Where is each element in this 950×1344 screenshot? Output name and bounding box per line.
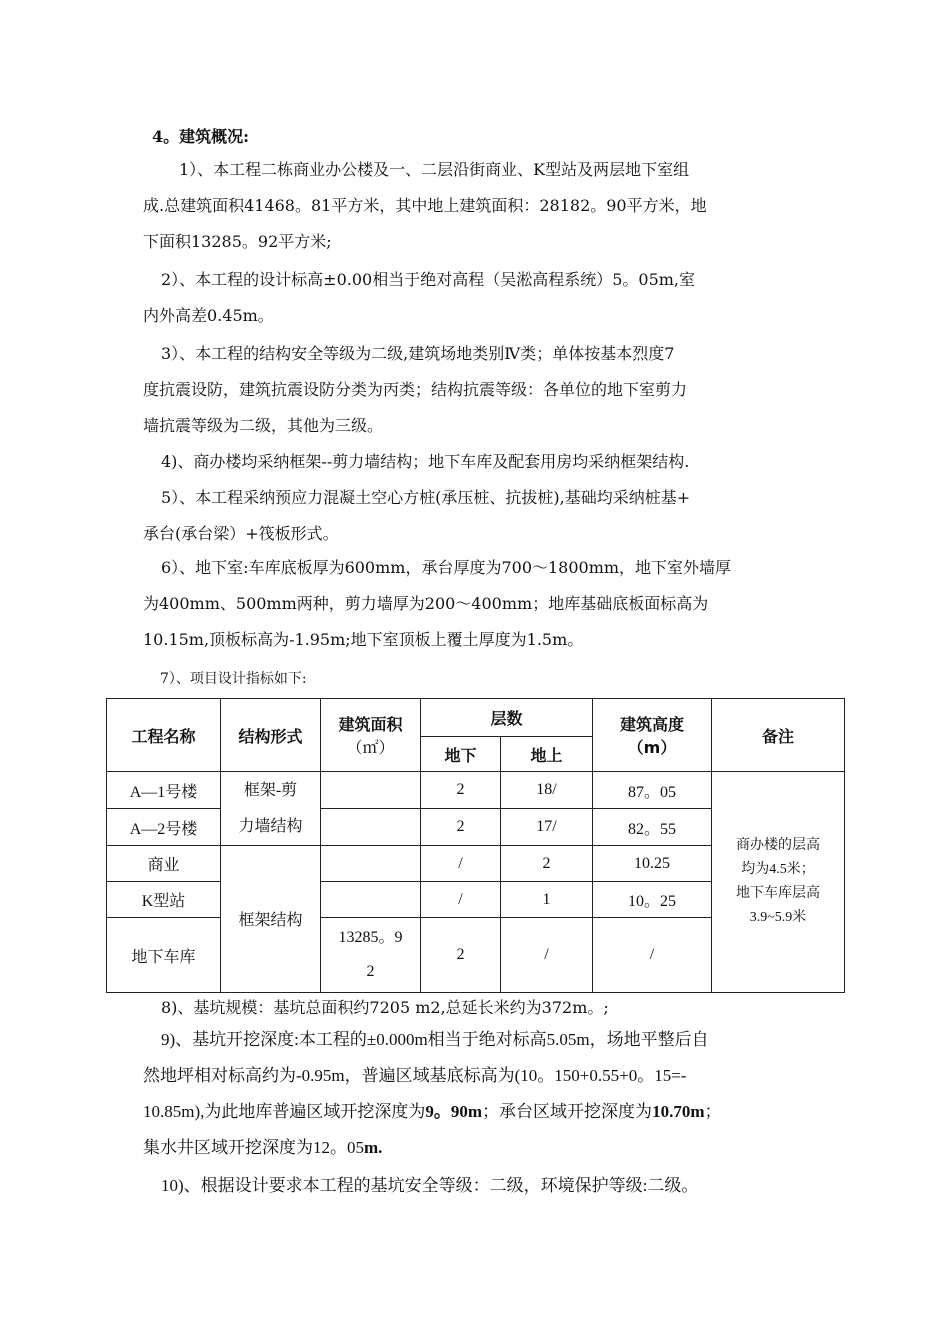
cell-below: 2 [421, 809, 501, 846]
text-line: 1）、本工程二栋商业办公楼及一、二层沿街商业、K型站及两层地下室组 [179, 160, 690, 179]
text-line: 成.总建筑面积41468。81平方米，其中地上建筑面积：28182。90平方米，地 [143, 196, 707, 215]
cell-structure-frame: 框架结构 [221, 845, 321, 992]
cell-below: 2 [421, 772, 501, 809]
paragraph-9 [143, 1022, 811, 1166]
cell-height: 87。05 [593, 772, 712, 809]
cell-height: 10。25 [593, 882, 712, 918]
text-line: 6）、地下室:车库底板厚为600mm，承台厚度为700～1800mm，地下室外墙厚 [161, 558, 732, 577]
cell-area [321, 809, 421, 846]
note-line: 地下车库层高 [736, 886, 821, 902]
header-height [593, 699, 712, 772]
text-line: 下面积13285。92平方米; [143, 232, 332, 251]
paragraph-2 [143, 262, 811, 334]
text-line: 10.15m,顶板标高为-1.95m;地下室顶板上覆土厚度为1.5m。 [143, 630, 584, 649]
cell-height: 10.25 [593, 845, 712, 881]
text-segment: 集水井区域开挖深度为12。05 [143, 1138, 364, 1157]
cell-above: 17/ [501, 809, 593, 846]
cell-name: K型站 [107, 882, 221, 918]
paragraph-5 [143, 480, 811, 552]
text-line: 2）、本工程的设计标高±0.00相当于绝对高程（吴淞高程系统）5。05m,室 [161, 270, 696, 289]
text-line: 为400mm、500mm两种，剪力墙厚为200～400mm；地库基础底板面标高为 [143, 594, 709, 613]
cell-area [321, 882, 421, 918]
cell-area [321, 845, 421, 881]
structure-line: 力墙结构 [238, 817, 303, 835]
text-line: 10)、根据设计要求本工程的基坑安全等级：二级，环境保护等级:二级。 [161, 1176, 699, 1195]
text-line: 承台(承台梁）+筏板形式。 [143, 524, 339, 543]
cell-structure-frame-shear-wall [221, 772, 321, 846]
cell-above: 2 [501, 845, 593, 881]
text-line: 8)、基坑规模：基坑总面积约7205 m2,总延长米约为372m。; [161, 998, 609, 1017]
text-line: 5）、本工程采纳预应力混凝土空心方桩(承压桩、抗拔桩),基础均采纳桩基+ [161, 488, 691, 507]
depth-unit: m. [364, 1138, 383, 1157]
paragraph-8 [143, 990, 811, 1026]
cell-name: 地下车库 [107, 918, 221, 993]
cell-name: A—1号楼 [107, 772, 221, 809]
text-line: 度抗震设防，建筑抗震设防分类为丙类；结构抗震等级：各单位的地下室剪力 [143, 380, 688, 399]
header-below-ground: 地下 [421, 737, 501, 772]
cell-name: A—2号楼 [107, 809, 221, 846]
design-index-table [106, 698, 845, 993]
paragraph-3 [143, 336, 811, 444]
cell-above: / [501, 918, 593, 993]
depth-general: 9。90m [425, 1102, 483, 1121]
header-structure: 结构形式 [221, 699, 321, 772]
header-above-ground: 地上 [501, 737, 593, 772]
text-line: 然地坪相对标高约为-0.95m，普遍区域基底标高为(10。150+0.55+0。15=- [143, 1066, 687, 1085]
depth-cap: 10.70m [652, 1102, 705, 1121]
header-project-name: 工程名称 [107, 699, 221, 772]
cell-name: 商业 [107, 845, 221, 881]
cell-below: / [421, 882, 501, 918]
header-area [321, 699, 421, 772]
header-height-label: 建筑高度 [620, 715, 685, 735]
text-line: 内外高差0.45m。 [143, 306, 274, 325]
text-line: 墙抗震等级为二级，其他为三级。 [143, 416, 384, 435]
paragraph-1 [143, 152, 811, 260]
cell-below: 2 [421, 918, 501, 993]
cell-area [321, 772, 421, 809]
cell-above: 18/ [501, 772, 593, 809]
text-line [143, 1094, 811, 1130]
text-segment: ； [704, 1102, 722, 1121]
text-line [143, 1130, 811, 1166]
area-line: 2 [366, 963, 375, 981]
cell-height: 82。55 [593, 809, 712, 846]
cell-below: / [421, 845, 501, 881]
text-line: 4)、商办楼均采纳框架--剪力墙结构；地下车库及配套用房均采纳框架结构. [161, 452, 690, 471]
text-line: 3）、本工程的结构安全等级为二级,建筑场地类别Ⅳ类；单体按基本烈度7 [161, 344, 675, 363]
text-line: 9)、基坑开挖深度:本工程的±0.000m相当于绝对标高5.05m，场地平整后自 [161, 1030, 709, 1049]
header-area-label: 建筑面积 [338, 715, 403, 735]
structure-line: 框架-剪 [243, 781, 298, 799]
header-area-unit: （㎡） [346, 738, 395, 758]
note-line: 商办楼的层高 [736, 838, 821, 854]
section-heading: 4。建筑概况: [152, 127, 250, 146]
cell-height: / [593, 918, 712, 993]
cell-note [712, 772, 845, 993]
text-segment: 10.85m),为此地库普遍区域开挖深度为 [143, 1102, 426, 1121]
cell-above: 1 [501, 882, 593, 918]
paragraph-7: 7）、项目设计指标如下: [160, 671, 307, 687]
cell-area [321, 918, 421, 993]
header-floors: 层数 [421, 699, 593, 737]
table-row [107, 772, 845, 809]
note-line: 均为4.5米； [741, 862, 815, 878]
text-segment: ；承台区域开挖深度为 [482, 1102, 653, 1121]
header-note: 备注 [712, 699, 845, 772]
paragraph-6 [143, 550, 811, 658]
area-line: 13285。9 [338, 929, 403, 947]
note-line: 3.9~5.9米 [749, 910, 807, 926]
paragraph-4 [143, 444, 811, 480]
paragraph-10 [143, 1168, 811, 1204]
header-height-unit: （m） [627, 738, 677, 758]
